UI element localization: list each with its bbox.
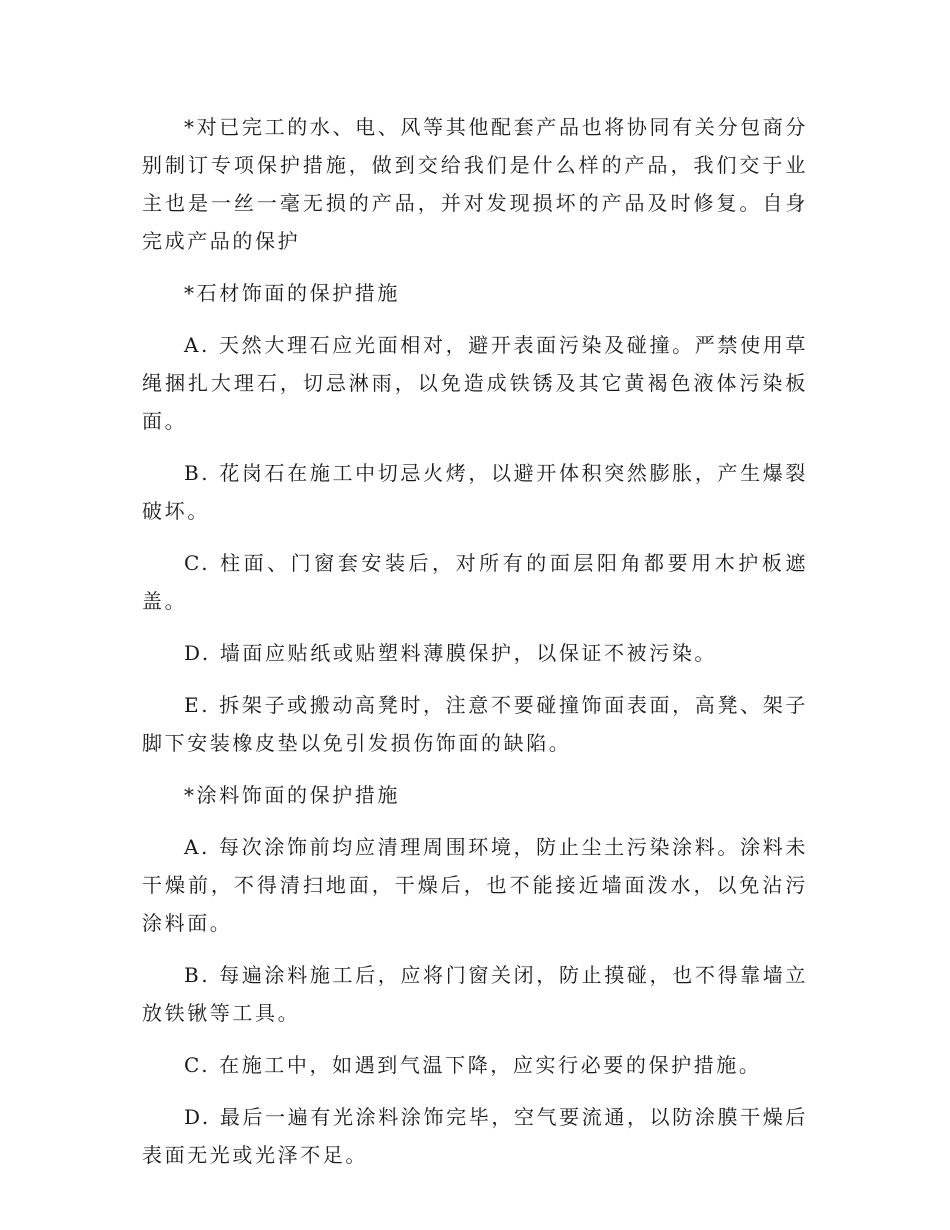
paragraph-paint-c: C. 在施工中，如遇到气温下降，应实行必要的保护措施。 bbox=[184, 1053, 762, 1077]
paragraph-stone-c: C. 柱面、门窗套安装后，对所有的面层阳角都要用木护板遮盖。 bbox=[142, 551, 808, 613]
paragraph-paint-d: D. 最后一遍有光涂料涂饰完毕，空气要流通，以防涂膜干燥后表面无光或光泽不足。 bbox=[142, 1105, 808, 1167]
document-body bbox=[142, 108, 808, 1188]
paragraph-paint-b: B. 每遍涂料施工后，应将门窗关闭，防止摸碰，也不得靠墙立放铁锹等工具。 bbox=[142, 963, 808, 1025]
paragraph-stone-b: B. 花岗石在施工中切忌火烤，以避开体积突然膨胀，产生爆裂破坏。 bbox=[142, 461, 808, 523]
paragraph-finished-products-protection: *对已完工的水、电、风等其他配套产品也将协同有关分包商分别制订专项保护措施，做到交给我们是什么样的产品，我们交于业主也是一丝一毫无损的产品，并对发现损坏的产品及时修复。自身完成产品的保护 bbox=[142, 115, 808, 253]
heading-stone-finish-protection: *石材饰面的保护措施 bbox=[184, 281, 400, 305]
paragraph-stone-d: D. 墙面应贴纸或贴塑料薄膜保护，以保证不被污染。 bbox=[184, 641, 718, 665]
paragraph-stone-a: A. 天然大理石应光面相对，避开表面污染及碰撞。严禁使用草绳捆扎大理石，切忌淋雨，以免造成铁锈及其它黄褐色液体污染板面。 bbox=[142, 333, 808, 433]
heading-paint-finish-protection: *涂料饰面的保护措施 bbox=[184, 783, 400, 807]
paragraph-paint-a: A. 每次涂饰前均应清理周围环境，防止尘土污染涂料。涂料未干燥前，不得清扫地面，干燥后，也不能接近墙面泼水，以免沾污涂料面。 bbox=[142, 835, 808, 935]
paragraph-stone-e: E. 拆架子或搬动高凳时，注意不要碰撞饰面表面，高凳、架子脚下安装橡皮垫以免引发损伤饰面的缺陷。 bbox=[142, 693, 808, 755]
